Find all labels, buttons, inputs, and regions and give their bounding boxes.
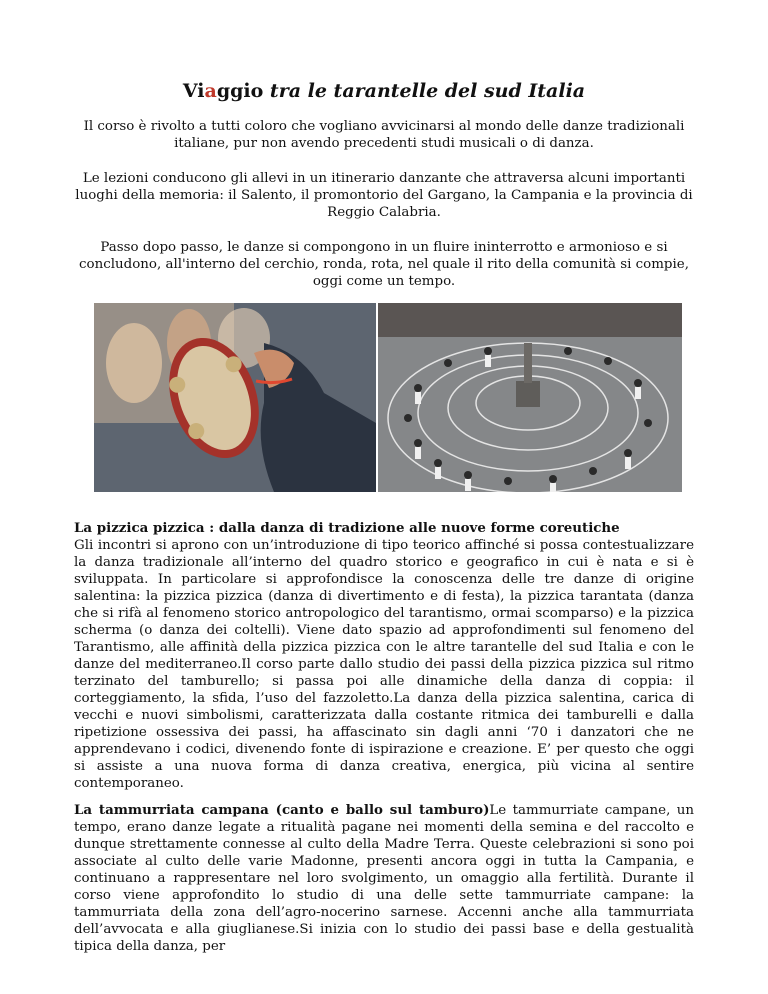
intro-paragraph-1: Il corso è rivolto a tutti coloro che vogliano avvicinarsi al mondo delle danze tradizionali italiane, pur non avendo precedenti studi musicali o di danza.: [83, 119, 685, 151]
circle-dance-square-photo: [378, 303, 682, 492]
section-pizzica-body: Gli incontri si aprono con un’introduzione di tipo teorico affinché si possa contestualizzare la danza tradizionale all’interno del quadro storico e geografico in cui è nata e si è sviluppata. In particolare si approfondisce la conoscenza delle tre danze di origine salentina: la pizzica pizzica (danza di divertimento e di festa), la pizzica tarantata (danza che si rifà al fenomeno storico antropologico del tarantismo, ormai scomparso) e la pizzica scherma (o danza dei coltelli). Viene dato spazio ad approfondimenti sul fenomeno del Tarantismo, alle affinità della pizzica pizzica con le altre tarantelle del sud Italia e con le danze del mediterraneo.Il corso parte dallo studio dei passi della pizzica pizzica sul ritmo terzinato del tamburello; si passa poi alle dinamiche della danza di coppia: il corteggiamento, la sfida, l’uso del fazzoletto.La danza della pizzica salentina, carica di vecchi e nuovi simbolismi, caratterizzata dalla costante ritmica dei tamburelli e dalla ripetizione ossessiva dei passi, ha affascinato sin dagli anni ‘70 i danzatori che ne apprendevano i codici, divenendo fonte di ispirazione e creazione. E’ per questo che oggi si assiste a una nuova forma di danza creativa, energica, più vicina al sentire contemporaneo.: [74, 538, 694, 791]
section-tammurriata-body: Le tammurriate campane, un tempo, erano danze legate a ritualità pagane nei momenti della semina e del raccolto e dunque strettamente connesse al culto della Madre Terra. Queste celebrazioni si sono poi associate al culto delle varie Madonne, presenti ancora oggi in tutta la Campania, e continuano a rappresentare nel loro svolgimento, un omaggio alla fertilità. Durante il corso viene approfondito lo studio di una delle sette tammurriate campane: la tammurriata della zona dell’agro-nocerino sarnese. Accenni anche alla tammurriata dell’avvocata e alla giuglianese.Si inizia con lo studio dei passi base e della gestualità tipica della danza, per: [74, 803, 694, 954]
intro-paragraph-2: Le lezioni conducono gli allevi in un itinerario danzante che attraversa alcuni importanti luoghi della memoria: il Salento, il promontorio del Gargano, la Campania e la provincia di Reggio Calabria.: [75, 171, 693, 220]
section-pizzica-heading: La pizzica pizzica : dalla danza di tradizione alle nuove forme coreutiche: [74, 520, 620, 536]
title-accent-letter: a: [204, 80, 217, 102]
section-tammurriata-heading: La tammurriata campana (canto e ballo sul tamburo): [74, 802, 490, 818]
intro-paragraph-3: Passo dopo passo, le danze si compongono in un fluire ininterrotto e armonioso e si concludono, all'interno del cerchio, ronda, rota, nel quale il rito della comunità si compie, oggi come un tempo.: [79, 240, 689, 289]
photo-collage: [94, 303, 682, 492]
title-part-1: Vi: [182, 80, 205, 102]
section-tammurriata: [74, 802, 694, 955]
tambourine-player-photo: [94, 303, 376, 492]
section-pizzica: [74, 520, 694, 792]
page-title: [0, 80, 768, 102]
title-subtitle: tra le tarantelle del sud Italia: [263, 80, 586, 102]
title-part-3: ggio: [216, 80, 264, 102]
